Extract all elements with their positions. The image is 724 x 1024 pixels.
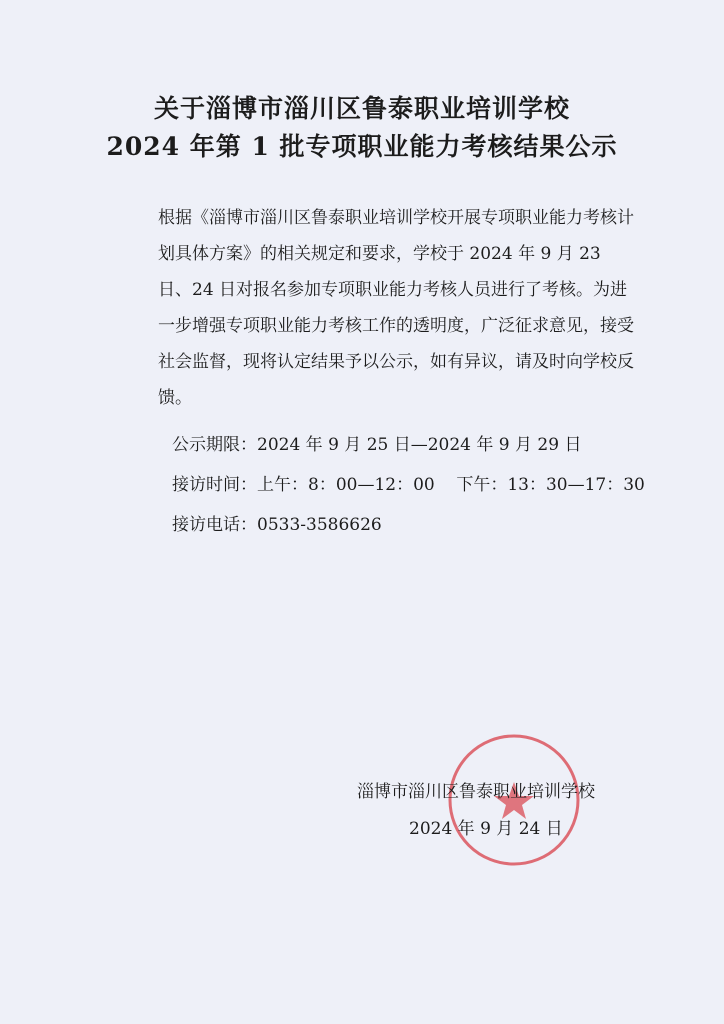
title-line-2: 2024 年第 1 批专项职业能力考核结果公示 bbox=[106, 132, 618, 161]
notice-period: 公示期限：2024 年 9 月 25 日—2024 年 9 月 29 日 bbox=[172, 435, 582, 455]
title-line-1: 关于淄博市淄川区鲁泰职业培训学校 bbox=[153, 94, 570, 123]
signature-date: 2024 年 9 月 24 日 bbox=[409, 819, 563, 839]
paragraph-text: 根据《淄博市淄川区鲁泰职业培训学校开展专项职业能力考核计划具体方案》的相关规定和要求，学校于 2024 年 9 月 23 日、24 日对报名参加专项职业能力考核人员进行了考核。为进一步增强专项职业能力考核工作的透明度，广泛征求意见，接受社会监督，现将认定结果予以公示，如有异议，请及时向学校反馈。 bbox=[158, 208, 634, 408]
signature-organization: 淄博市淄川区鲁泰职业培训学校 bbox=[357, 782, 595, 802]
body-paragraph bbox=[158, 200, 638, 416]
visit-phone: 接访电话：0533-3586626 bbox=[172, 515, 382, 535]
visit-time: 接访时间：上午：8：00—12：00 下午：13：30—17：30 bbox=[172, 475, 645, 495]
